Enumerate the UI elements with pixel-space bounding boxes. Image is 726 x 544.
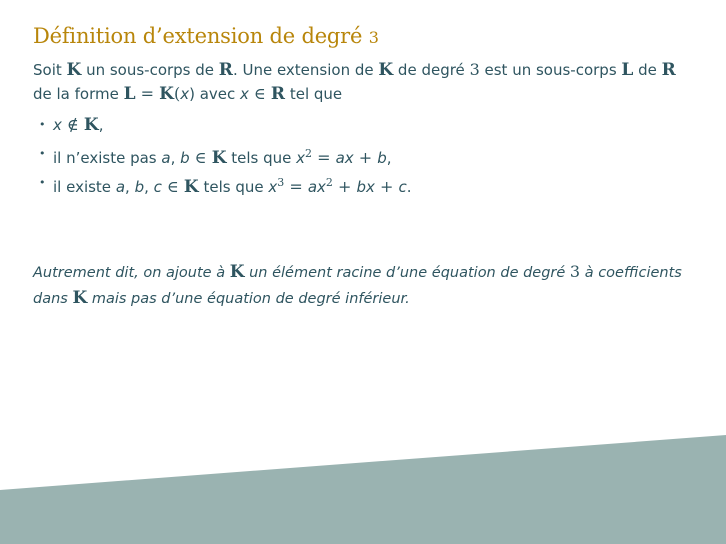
math-variable: ax bbox=[307, 178, 326, 196]
definition-text-part: tel que bbox=[285, 85, 343, 103]
math-variable: a bbox=[115, 178, 126, 196]
condition-text: , bbox=[170, 149, 181, 167]
math-field-L: L bbox=[621, 60, 634, 80]
math-field-L: L bbox=[123, 84, 136, 104]
math-operator: = bbox=[284, 177, 308, 196]
math-field-K: K bbox=[183, 177, 199, 197]
math-variable: b bbox=[134, 178, 145, 196]
definition-text-part: un sous-corps de bbox=[81, 61, 219, 79]
math-variable: c bbox=[153, 178, 162, 196]
definition-text-part: de degré bbox=[393, 61, 470, 79]
math-variable: x bbox=[240, 85, 249, 103]
math-field-R: R bbox=[661, 60, 676, 80]
condition-text: tels que bbox=[226, 149, 297, 167]
math-operator: ∉ bbox=[61, 115, 84, 134]
bullet-icon: • bbox=[39, 118, 46, 131]
math-variable: a bbox=[161, 149, 171, 167]
slide-title bbox=[33, 24, 379, 48]
math-number: 3 bbox=[469, 60, 480, 79]
condition-item bbox=[33, 110, 703, 139]
remark-text-part: mais pas d’une équation de degré inférieur. bbox=[87, 291, 410, 307]
condition-item bbox=[33, 168, 703, 197]
definition-text-part: de la forme bbox=[33, 85, 124, 103]
math-variable: x bbox=[180, 85, 190, 103]
definition-text-part: est un sous-corps bbox=[479, 61, 622, 79]
condition-text: , bbox=[386, 149, 392, 167]
math-operator: = bbox=[135, 84, 160, 103]
definition-text-part: . Une extension de bbox=[232, 61, 379, 79]
remark-text-part: dans bbox=[33, 291, 73, 307]
math-field-K: K bbox=[83, 115, 99, 135]
math-field-K: K bbox=[72, 288, 88, 308]
condition-item bbox=[33, 139, 703, 168]
slide-title-text: Définition d’extension de degré bbox=[33, 24, 369, 48]
bullet-icon: • bbox=[39, 176, 46, 189]
math-number: 3 bbox=[569, 262, 581, 281]
math-operator: ∈ bbox=[189, 148, 212, 167]
math-operator: + bbox=[353, 148, 378, 167]
definition-block bbox=[33, 58, 703, 197]
math-variable: ax bbox=[335, 149, 354, 167]
math-field-K: K bbox=[229, 262, 245, 282]
math-field-R: R bbox=[270, 84, 286, 104]
math-variable: bx bbox=[356, 178, 375, 196]
math-operator: ( bbox=[173, 84, 181, 103]
remark-text-part: à coefficients bbox=[580, 265, 682, 281]
definition-text-part: ) avec bbox=[189, 85, 241, 103]
math-field-K: K bbox=[66, 60, 82, 80]
bullet-icon: • bbox=[39, 147, 46, 160]
slide-title-math: 3 bbox=[368, 28, 379, 47]
math-operator: = bbox=[312, 148, 336, 167]
math-exponent: 2 bbox=[325, 176, 333, 189]
math-variable: b bbox=[180, 149, 190, 167]
definition-text-part: Soit bbox=[33, 61, 67, 79]
condition-list bbox=[33, 110, 703, 197]
math-operator: + bbox=[374, 177, 399, 196]
definition-text-part: de bbox=[633, 61, 662, 79]
condition-text: . bbox=[406, 178, 412, 196]
condition-text: , bbox=[98, 116, 104, 134]
math-variable: c bbox=[398, 178, 407, 196]
condition-text: tels que bbox=[198, 178, 269, 196]
math-field-K: K bbox=[159, 84, 174, 104]
math-field-K: K bbox=[211, 148, 227, 168]
remark-text-part: un élément racine d’une équation de degré bbox=[244, 265, 570, 281]
math-operator: ∈ bbox=[248, 84, 271, 103]
remark-text bbox=[33, 259, 703, 312]
math-exponent: 3 bbox=[277, 176, 285, 189]
condition-text: , bbox=[125, 178, 135, 196]
math-variable: x bbox=[268, 178, 278, 196]
math-variable: x bbox=[53, 116, 62, 134]
definition-text bbox=[33, 58, 703, 106]
math-field-R: R bbox=[218, 60, 233, 80]
math-variable: b bbox=[377, 149, 387, 167]
math-field-K: K bbox=[378, 60, 394, 80]
condition-text: il n’existe pas bbox=[53, 149, 162, 167]
condition-text: il existe bbox=[53, 178, 116, 196]
math-variable: x bbox=[296, 149, 306, 167]
math-operator: ∈ bbox=[161, 177, 184, 196]
condition-text: , bbox=[144, 178, 154, 196]
math-exponent: 2 bbox=[305, 147, 313, 160]
math-operator: + bbox=[332, 177, 357, 196]
remark-text-part: Autrement dit, on ajoute à bbox=[33, 265, 230, 281]
